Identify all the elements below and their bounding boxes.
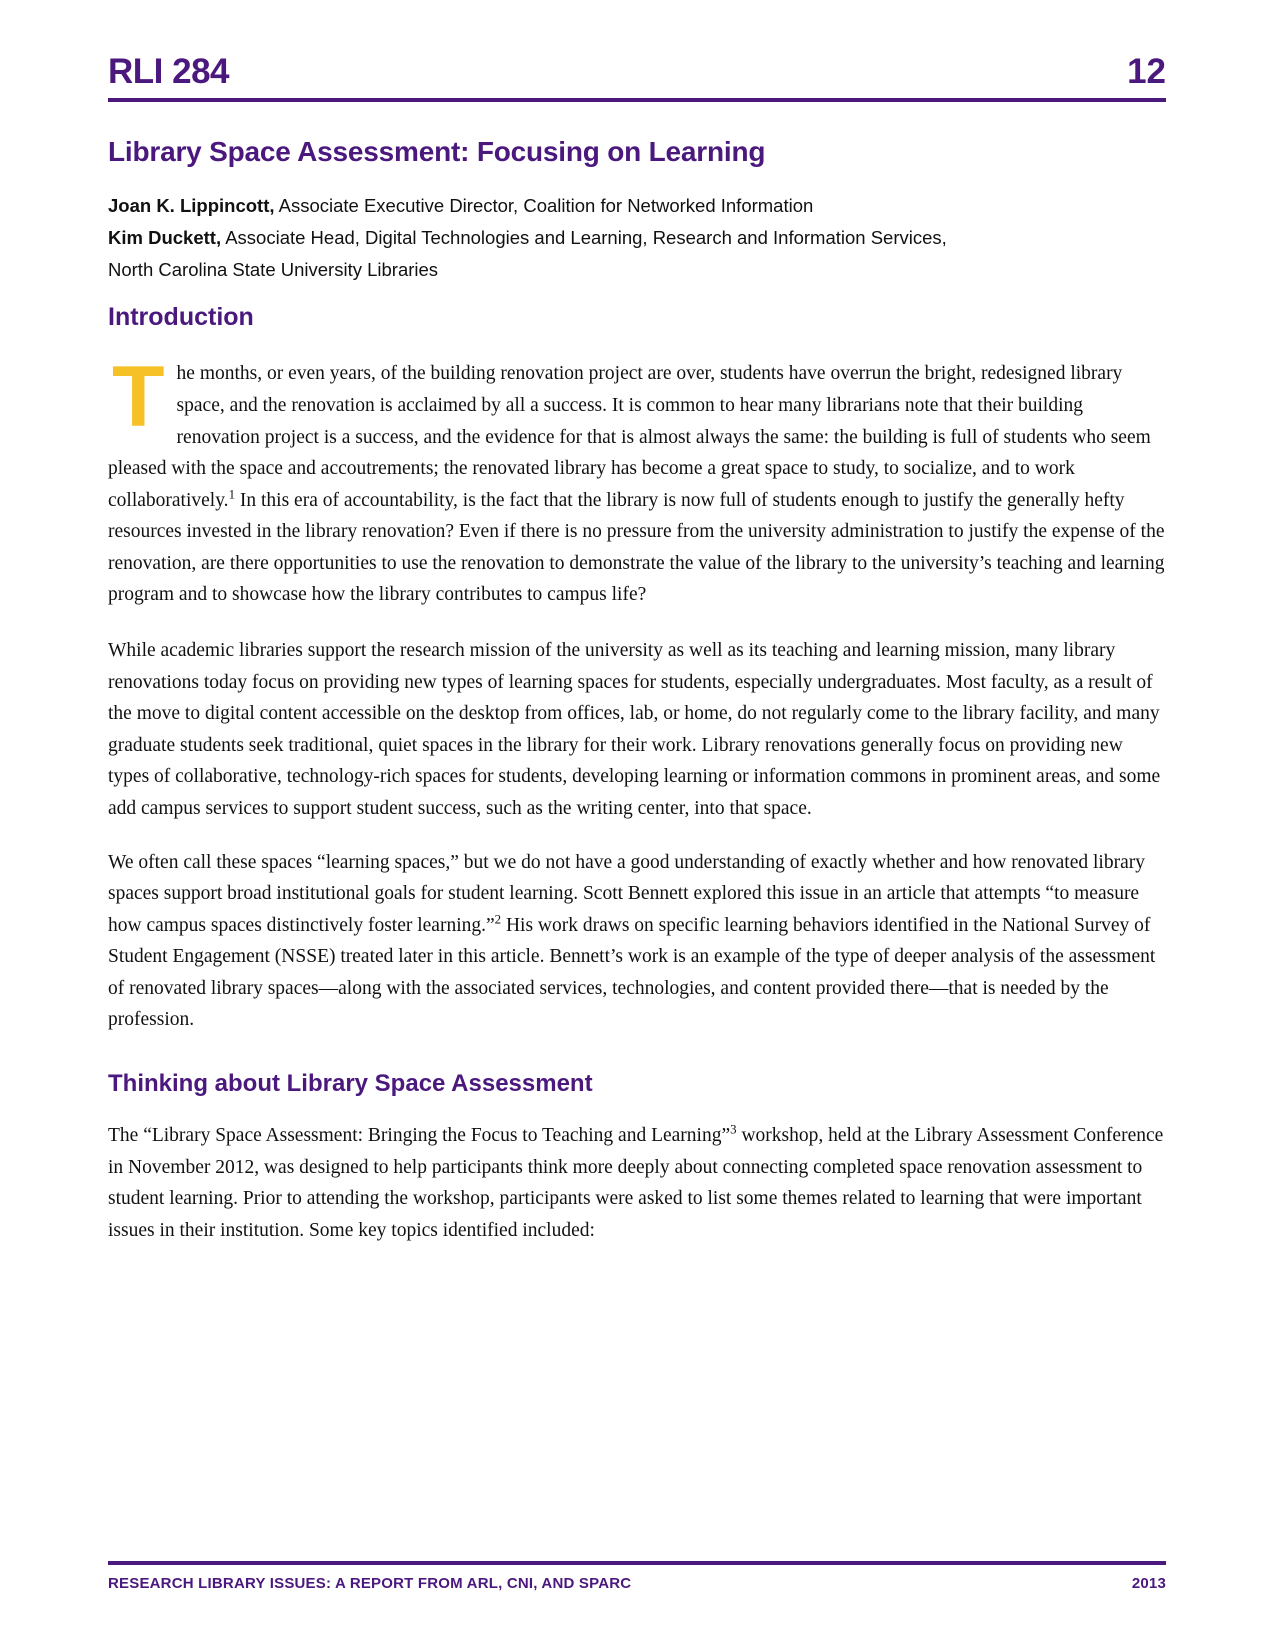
publication-title: RLI 284 [108, 52, 229, 91]
page-header [108, 0, 1166, 98]
footer-divider [108, 1561, 1166, 1565]
page-number: 12 [1127, 52, 1166, 91]
footer-year: 2013 [1131, 1575, 1166, 1592]
paragraph-4 [108, 1120, 1166, 1246]
paragraph-4-text-b: workshop, held at the Library Assessment Conference in November 2012, was designed to help participants think more deeply about connecting completed space renovation assessment to student learning. Prior to attending the workshop, participants were asked to list some themes related to learning that were important issues in their institution. Some key topics identified included: [108, 1125, 1164, 1241]
page-footer [108, 1561, 1166, 1592]
paragraph-4-text-a: The “Library Space Assessment: Bringing the Focus to Teaching and Learning” [108, 1125, 731, 1146]
header-divider [108, 98, 1166, 102]
author-line-1 [108, 190, 1166, 222]
paragraph-intro-tail: In this era of accountability, is the fact that the library is now full of students enough to justify the generally hefty resources invested in the library renovation? Even if there is no pressure from the university administration to justify the expense of the renovation, are there opportunities to use the renovation to demonstrate the value of the library to the university’s teaching and learning program and to showcase how the library contributes to campus life? [108, 489, 1165, 606]
footer-row [108, 1575, 1166, 1592]
paragraph-3-text-a: We often call these spaces “learning spaces,” but we do not have a good understanding of exactly whether and how renovated library spaces support broad institutional goals for student learning. Scott Bennett explored this issue in an article that attempts “to measure how campus spaces distinctively foster learning.” [108, 851, 1145, 936]
paragraph-2: While academic libraries support the research mission of the university as well as its teaching and learning mission, many library renovations today focus on providing new types of learning spaces for students, especially undergraduates. Most faculty, as a result of the move to digital content accessible on the desktop from offices, lab, or home, do not regularly come to the library facility, and many graduate students seek traditional, quiet spaces in the library for their work. Library renovations generally focus on providing new types of collaborative, technology-rich spaces for students, developing learning or information commons in prominent areas, and some add campus services to support student success, such as the writing center, into that space. [108, 640, 1161, 819]
paragraph-intro [108, 349, 1166, 611]
author-affiliation-2: Associate Head, Digital Technologies and Learning, Research and Information Services, [225, 226, 947, 248]
footnote-ref-2: 2 [494, 912, 502, 927]
section-heading-thinking: Thinking about Library Space Assessment [108, 1070, 593, 1097]
article-title: Library Space Assessment: Focusing on Learning [108, 136, 766, 167]
author-affiliation-line: North Carolina State University Libraries [108, 258, 439, 280]
paragraph-3 [108, 847, 1166, 1036]
author-name-1: Joan K. Lippincott, [108, 195, 275, 216]
footnote-ref-3: 3 [730, 1122, 737, 1137]
author-block [108, 190, 1166, 285]
paragraph-intro-text: he months, or even years, of the building renovation project are over, students have overrun the bright, redesigned library space, and the renovation is acclaimed by all a success. It is common to hear many librarians note that their building renovation project is a success, and the evidence for that is almost always the same: the building is full of students who seem pleased with the space and accoutrements; the renovated library has become a great space to study, to socialize, and to work collaboratively. [108, 363, 1151, 511]
paragraph-3-text-b: His work draws on specific learning behaviors identified in the National Survey of Student Engagement (NSSE) treated later in this article. Bennett’s work is an example of the type of deeper analysis of the assessment of renovated library spaces—along with the associated services, technologies, and content provided there—that is needed by the profession. [108, 914, 1156, 1031]
section-heading-introduction: Introduction [108, 303, 254, 332]
author-affiliation-1: Associate Executive Director, Coalition for Networked Information [278, 195, 814, 216]
author-line-2 [108, 222, 1166, 254]
footer-publication: RESEARCH LIBRARY ISSUES: A REPORT FROM ARL, CNI, AND SPARC [108, 1575, 632, 1592]
drop-cap: T [112, 349, 165, 446]
author-name-2: Kim Duckett, [108, 226, 222, 248]
footnote-ref-1: 1 [228, 487, 235, 502]
